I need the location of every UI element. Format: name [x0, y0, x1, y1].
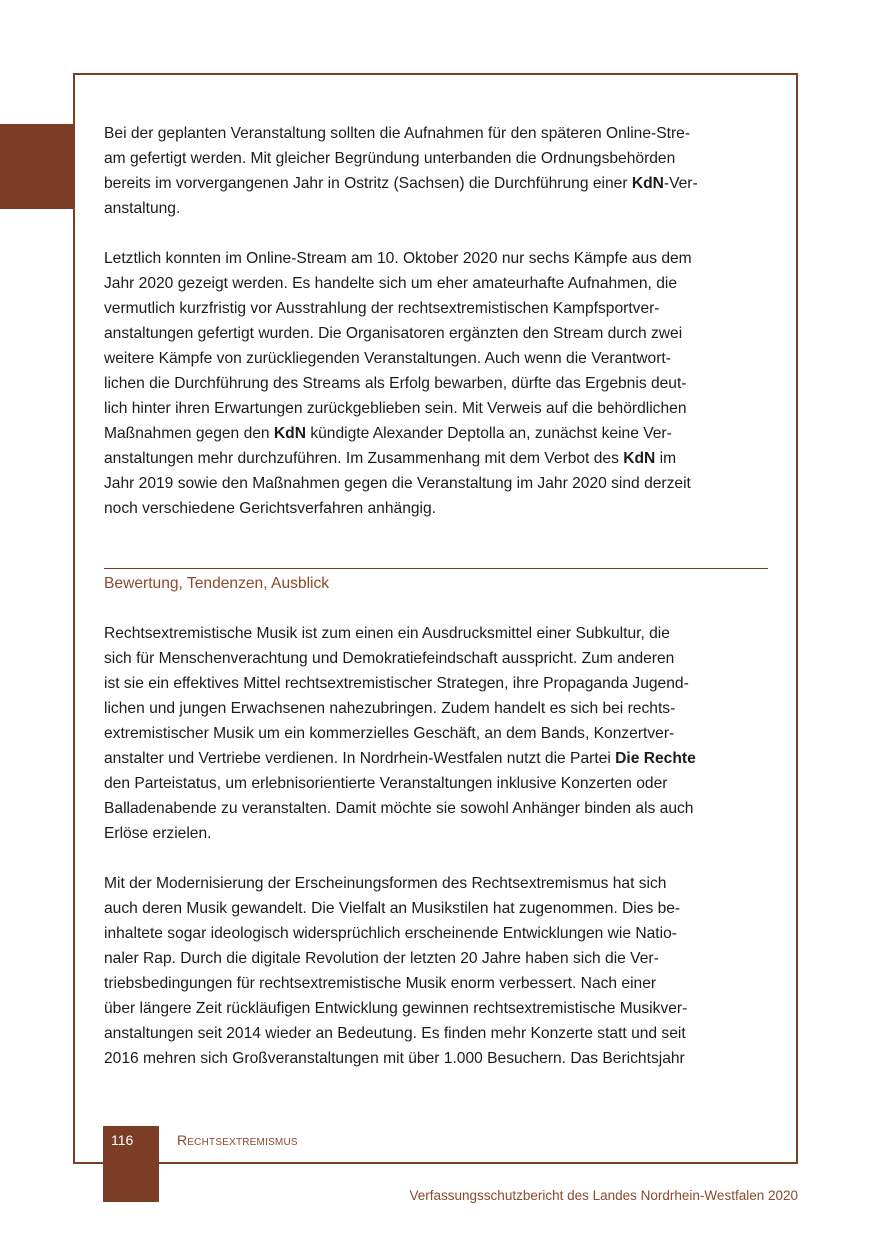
text-line: extremistischer Musik um ein kommerzielles Geschäft, an dem Bands, Konzertver- — [104, 725, 675, 742]
text-line: lichen und jungen Erwachsenen nahezubringen. Zudem handelt es sich bei rechts- — [104, 700, 676, 717]
text-line: lich hinter ihren Erwartungen zurückgeblieben sein. Mit Verweis auf die behördlichen — [104, 400, 687, 417]
text-line: naler Rap. Durch die digitale Revolution der letzten 20 Jahre haben sich die Ver- — [104, 950, 659, 967]
text-line: Rechtsextremistische Musik ist zum einen ein Ausdrucksmittel einer Subkultur, die — [104, 625, 670, 642]
running-head: Rechtsextremismus — [177, 1132, 298, 1148]
text-line: Maßnahmen gegen den KdN kündigte Alexander Deptolla an, zunächst keine Ver- — [104, 425, 672, 442]
text-line: Balladenabende zu veranstalten. Damit möchte sie sowohl Anhänger binden als auch — [104, 800, 694, 817]
paragraph — [104, 121, 768, 221]
text-line: am gefertigt werden. Mit gleicher Begründung unterbanden die Ordnungsbehörden — [104, 150, 676, 167]
section-body-text — [104, 621, 768, 1071]
text-line: Jahr 2020 gezeigt werden. Es handelte sich um eher amateurhafte Aufnahmen, die — [104, 275, 678, 292]
paragraph — [104, 246, 768, 521]
emphasis: KdN — [273, 425, 306, 442]
emphasis: KdN — [623, 450, 656, 467]
body-text — [104, 121, 768, 521]
paragraph — [104, 871, 768, 1071]
text-line: triebsbedingungen für rechtsextremistische Musik enorm verbessert. Nach einer — [104, 975, 657, 992]
text-line: weitere Kämpfe von zurückliegenden Veranstaltungen. Auch wenn die Verantwort- — [104, 350, 671, 367]
text-line: anstaltungen seit 2014 wieder an Bedeutung. Es finden mehr Konzerte statt und seit — [104, 1025, 686, 1042]
text-line: auch deren Musik gewandelt. Die Vielfalt an Musikstilen hat zugenommen. Dies be- — [104, 900, 681, 917]
text-line: anstaltungen gefertigt wurden. Die Organisatoren ergänzten den Stream durch zwei — [104, 325, 683, 342]
text-line: inhaltete sogar ideologisch widersprüchlich erscheinende Entwicklungen wie Natio- — [104, 925, 677, 942]
text-line: lichen die Durchführung des Streams als Erfolg bewarben, dürfte das Ergebnis deut- — [104, 375, 687, 392]
text-line: anstaltungen mehr durchzuführen. Im Zusammenhang mit dem Verbot des KdN im — [104, 450, 677, 467]
text-line: Jahr 2019 sowie den Maßnahmen gegen die Veranstaltung im Jahr 2020 sind derzeit — [104, 475, 691, 492]
emphasis: KdN — [631, 175, 664, 192]
text-line: Letztlich konnten im Online-Stream am 10. Oktober 2020 nur sechs Kämpfe aus dem — [104, 250, 692, 267]
text-line: noch verschiedene Gerichtsverfahren anhängig. — [104, 500, 437, 517]
text-line: den Parteistatus, um erlebnisorientierte Veranstaltungen inklusive Konzerten oder — [104, 775, 668, 792]
text-line: sich für Menschenverachtung und Demokratiefeindschaft ausspricht. Zum anderen — [104, 650, 675, 667]
emphasis: Die Rechte — [615, 750, 696, 767]
text-line: ist sie ein effektives Mittel rechtsextremistischer Strategen, ihre Propaganda Jugend- — [104, 675, 689, 692]
section-rule — [104, 568, 768, 569]
text-line: über längere Zeit rückläufigen Entwicklung gewinnen rechtsextremistische Musikver- — [104, 1000, 688, 1017]
text-line: Erlöse erzielen. — [104, 825, 212, 842]
paragraph — [104, 621, 768, 846]
text-line: anstaltung. — [104, 200, 181, 217]
text-line: anstalter und Vertriebe verdienen. In Nordrhein-Westfalen nutzt die Partei Die Rechte — [104, 750, 696, 767]
text-line: bereits im vorvergangenen Jahr in Ostritz (Sachsen) die Durchführung einer KdN-Ver- — [104, 175, 698, 192]
section-header — [104, 568, 768, 595]
text-line: vermutlich kurzfristig vor Ausstrahlung der rechtsextremistischen Kampfsportver- — [104, 300, 660, 317]
text-line: Bei der geplanten Veranstaltung sollten die Aufnahmen für den späteren Online-Stre- — [104, 125, 691, 142]
section-title: Bewertung, Tendenzen, Ausblick — [104, 575, 330, 592]
text-line: Mit der Modernisierung der Erscheinungsformen des Rechtsextremismus hat sich — [104, 875, 667, 892]
chapter-side-tab — [0, 124, 75, 209]
text-line: 2016 mehren sich Großveranstaltungen mit über 1.000 Besuchern. Das Berichtsjahr — [104, 1050, 685, 1067]
footer-title: Verfassungsschutzbericht des Landes Nordrhein-Westfalen 2020 — [409, 1188, 798, 1203]
page-number: 116 — [111, 1132, 134, 1148]
